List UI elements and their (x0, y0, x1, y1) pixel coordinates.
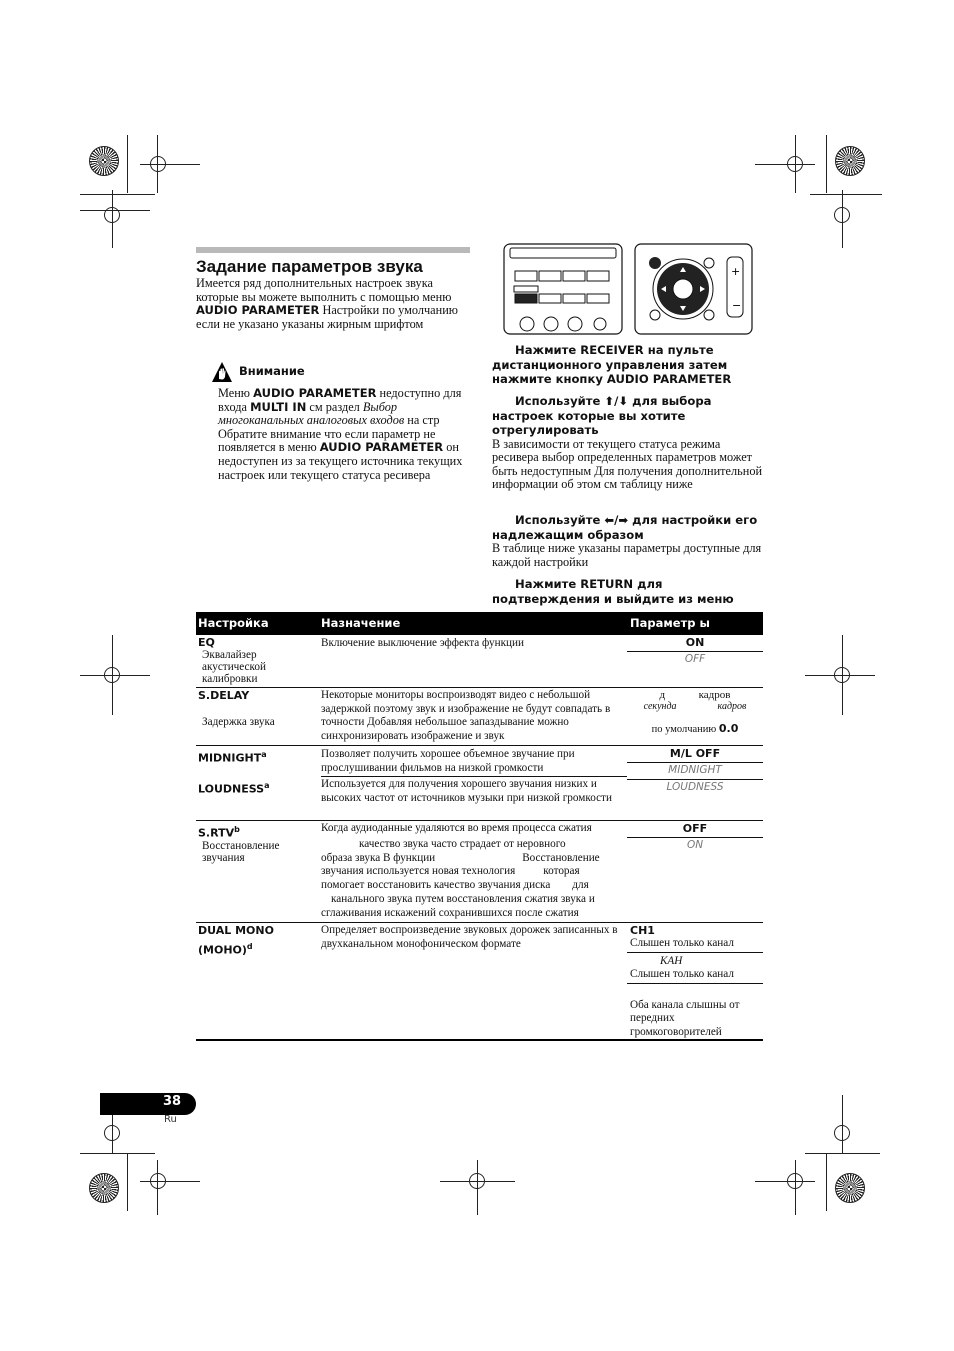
svg-text:+: + (731, 265, 741, 278)
step-1 (492, 343, 767, 387)
header-purpose: Назначение (321, 616, 401, 630)
dualmono-name-2: (MOHO)$^d$ (198, 942, 253, 957)
sdelay-description: Некоторые мониторы воспроизводят видео с небольшой задержкой поэтому звук и изображение не будут совпадать в точности Добавляя небольшое запаздывание можно синхронизировать изображение и звук (321, 689, 611, 742)
caution-text: Обратите внимание что если параметр не появляется в меню (218, 426, 436, 455)
sdelay-name: S.DELAY (198, 689, 250, 702)
step-3-heading: Используйте ⬅/➡ для настройки его надлежащим образом (492, 513, 758, 542)
caution-paragraph-1 (218, 387, 471, 428)
sdelay-range-start: д (659, 689, 666, 701)
loudness-description: Используется для получения хорошего звучания низких и высоких частот от источников музыки при низкой громкости (321, 778, 612, 804)
midnight-description: Позволяет получить хорошее объемное звучание при прослушивании фильмов на низкой громкости (321, 748, 575, 774)
intro-menu-name: AUDIO PARAMETER (196, 303, 320, 318)
section-title: Задание параметров звука (196, 257, 423, 276)
srtv-description: Когда аудиоданные удаляются во время процесса сжатия качество звука часто страдает от неровного образа звука В функции Восстановление звучания используется новая технология которая помогает восстановить качество звучания диска для канального звука путем восстановления сжатия звука и сглаживания искажений сохранившихся после сжатия (321, 822, 621, 921)
sdelay-default-value: 0.0 (718, 722, 739, 735)
table-row-midnight-loudness (196, 746, 763, 821)
caution-text: он недоступен из за текущего источника текущих настроек или текущего статуса ресивера (218, 440, 463, 482)
intro-paragraph (196, 277, 471, 331)
eq-description: Включение выключение эффекта функции (321, 637, 524, 649)
step-2 (492, 394, 767, 492)
table-row-srtv (196, 821, 763, 923)
sdelay-subtitle: Задержка звука (202, 716, 275, 728)
page-number: 38 (163, 1094, 182, 1109)
srtv-line: качество звука часто страдает от неровного (359, 837, 566, 850)
ml-option-loudness: LOUDNESS (666, 781, 724, 793)
table-header (196, 612, 763, 635)
caution-text: на стр (407, 413, 440, 428)
step-1-heading: Нажмите RECEIVER на пульте дистанционного управления затем нажмите кнопку AUDIO PARAMETER (492, 343, 732, 386)
step-2-body: В зависимости от текущего статуса режима ресивера выбор определенных параметров может быть недоступным Для получения дополнительной информации об этом см таблицу ниже (492, 436, 763, 492)
caution-reference: Выбор многоканальных аналоговых входов (218, 399, 405, 428)
caution-text: недоступно для входа (218, 386, 462, 414)
dualmono-ch1-desc: Слышен только канал (630, 937, 734, 949)
sdelay-unit-frames: кадров (717, 701, 747, 712)
title-rule (196, 247, 470, 253)
header-setting: Настройка (198, 616, 269, 630)
dualmono-name: DUAL MONO (198, 924, 274, 937)
step-4-heading: Нажмите RETURN для подтверждения и выйдите из меню (492, 577, 734, 606)
srtv-option-other: ON (686, 839, 704, 851)
caution-text: Меню (218, 386, 250, 400)
srtv-line: сглаживания искажений сохранившихся после сжатия (321, 906, 579, 919)
table-row-sdelay (196, 688, 763, 746)
dualmono-both-desc: Оба канала слышны от передних громкоговорителей (630, 998, 740, 1038)
caution-paragraph-2 (218, 428, 471, 482)
srtv-option-default: OFF (627, 821, 763, 838)
ml-option-off: M/L OFF (627, 746, 763, 763)
eq-subtitle: Эквалайзер акустической калибровки (202, 649, 266, 685)
page-number-badge (100, 1093, 196, 1115)
dualmono-ch2-desc: Слышен только канал (630, 968, 734, 980)
caution-text: см раздел (309, 399, 360, 414)
dualmono-kah: КАН (660, 954, 683, 967)
sdelay-range-end: кадров (698, 689, 731, 701)
caution-body (218, 387, 471, 482)
caution-title: Внимание (239, 364, 305, 378)
sdelay-unit-seconds: секунда (643, 701, 677, 712)
ml-option-midnight: MIDNIGHT (627, 763, 763, 780)
dualmono-ch1: CH1 (630, 924, 655, 937)
eq-option-other: OFF (684, 653, 706, 665)
step-3 (492, 513, 767, 569)
caution-hand-icon (211, 361, 233, 383)
svg-text:−: − (732, 299, 742, 312)
midnight-name: MIDNIGHT$^a$ (198, 750, 267, 765)
table-row-dual-mono (196, 923, 763, 1041)
page-language: Ru (164, 1114, 177, 1125)
srtv-name: S.RTV$^b$ (198, 825, 240, 840)
header-parameters: Параметр ы (630, 616, 710, 630)
intro-text: Имеется ряд дополнительных настроек звука которые вы можете выполнить с помощью меню (196, 276, 452, 304)
remote-control-illustration (503, 243, 753, 335)
step-4 (492, 577, 767, 606)
sdelay-default-label: по умолчанию (651, 724, 717, 735)
caution-menu-name: AUDIO PARAMETER (319, 440, 444, 455)
caution-input-name: MULTI IN (250, 399, 307, 414)
eq-option-default: ON (627, 635, 763, 652)
srtv-line: канального звука путем восстановления сжатия звука и (331, 892, 595, 905)
loudness-name: LOUDNESS$^a$ (198, 780, 270, 796)
caution-menu-name: AUDIO PARAMETER (253, 386, 377, 400)
step-2-heading: Используйте ⬆/⬇ для выбора настроек которые вы хотите отрегулировать (492, 394, 712, 437)
dualmono-description: Определяет воспроизведение звуковых дорожек записанных в двухканальном монофоническом формате (321, 924, 618, 950)
srtv-subtitle: Восстановление звучания (202, 839, 280, 864)
table-end-rule (196, 1039, 763, 1041)
table-row-eq (196, 635, 763, 688)
intro-rest: Настройки по умолчанию если не указано указаны жирным шрифтом (196, 303, 458, 331)
step-3-body: В таблице ниже указаны параметры доступные для каждой настройки (492, 541, 762, 569)
midnight-loudness-divider (321, 776, 627, 777)
audio-parameter-table (196, 612, 763, 1041)
srtv-line: Когда аудиоданные удаляются во время процесса сжатия (321, 822, 592, 834)
eq-name: EQ (198, 636, 215, 649)
